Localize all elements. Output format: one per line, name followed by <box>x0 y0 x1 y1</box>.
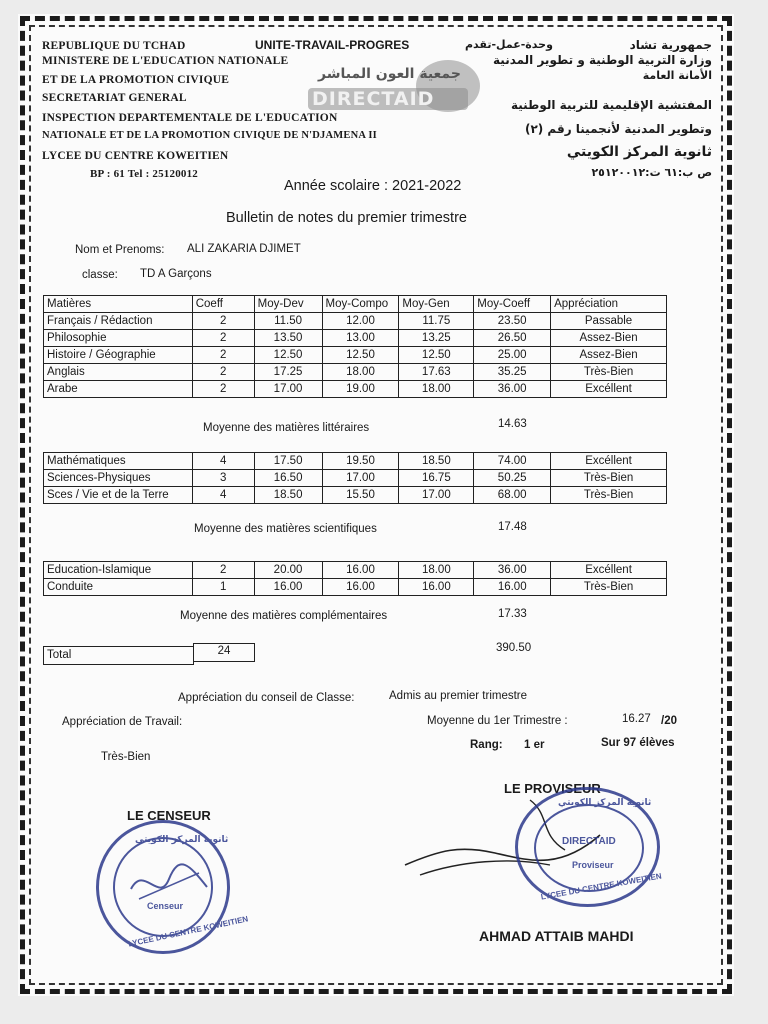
directaid-logo <box>308 58 483 114</box>
table-header-row <box>44 296 667 313</box>
cell-coeff: 2 <box>192 364 254 381</box>
header-ar-republic: جمهورية تشاد <box>629 38 712 52</box>
cell-moy-coeff: 36.00 <box>474 381 551 398</box>
table-row <box>44 579 667 596</box>
cell-moy-dev: 16.50 <box>254 470 322 487</box>
rank-label: Rang: <box>470 739 503 751</box>
col-header-coeff: Coeff <box>192 296 254 313</box>
cell-appreciation: Passable <box>551 313 667 330</box>
cell-moy-compo: 18.00 <box>322 364 399 381</box>
cell-moy-compo: 19.50 <box>322 453 399 470</box>
cell-moy-gen: 17.63 <box>399 364 474 381</box>
total-label-cell <box>43 646 194 665</box>
proviseur-stamp-logo: DIRECTAID <box>562 836 616 847</box>
cell-moy-compo: 12.50 <box>322 347 399 364</box>
council-label: Appréciation du conseil de Classe: <box>178 692 355 704</box>
cell-coeff: 3 <box>192 470 254 487</box>
total-label: Total <box>47 649 72 661</box>
cell-moy-coeff: 50.25 <box>474 470 551 487</box>
censeur-signature-icon <box>129 859 209 907</box>
cell-moy-compo: 13.00 <box>322 330 399 347</box>
scientific-average-value: 17.48 <box>498 521 527 533</box>
proviseur-label: LE PROVISEUR <box>504 781 601 796</box>
cell-moy-compo: 16.00 <box>322 579 399 596</box>
cell-subject: Français / Rédaction <box>44 313 193 330</box>
total-coeff: 24 <box>217 645 231 657</box>
cell-moy-dev: 18.50 <box>254 487 322 504</box>
cell-moy-coeff: 36.00 <box>474 562 551 579</box>
complementary-average-label: Moyenne des matières complémentaires <box>180 610 388 622</box>
col-header-mc: Moy-Coeff <box>474 296 551 313</box>
school-contact-ar: ص ب:٦١ ت:٢٥١٢٠٠١٢ <box>591 166 712 179</box>
student-name: ALI ZAKARIA DJIMET <box>187 243 301 255</box>
header-ar-ministry: وزارة التربية الوطنية و تطوير المدنية <box>493 53 712 67</box>
cell-moy-compo: 17.00 <box>322 470 399 487</box>
trimester-average-scale: /20 <box>661 715 677 727</box>
cell-moy-gen: 18.00 <box>399 562 474 579</box>
cell-coeff: 2 <box>192 313 254 330</box>
cell-moy-gen: 13.25 <box>399 330 474 347</box>
rank-total: Sur 97 élèves <box>601 737 675 749</box>
cell-moy-dev: 17.00 <box>254 381 322 398</box>
cell-appreciation: Excéllent <box>551 562 667 579</box>
literary-average-label: Moyenne des matières littéraires <box>203 422 370 434</box>
cell-moy-gen: 17.00 <box>399 487 474 504</box>
cell-appreciation: Assez-Bien <box>551 347 667 364</box>
cell-appreciation: Très-Bien <box>551 364 667 381</box>
cell-moy-coeff: 16.00 <box>474 579 551 596</box>
cell-subject: Arabe <box>44 381 193 398</box>
cell-appreciation: Très-Bien <box>551 470 667 487</box>
cell-moy-compo: 19.00 <box>322 381 399 398</box>
cell-subject: Conduite <box>44 579 193 596</box>
literary-average-value: 14.63 <box>498 418 527 430</box>
proviseur-stamp-inner-text: Proviseur <box>572 860 614 870</box>
school-name: LYCEE DU CENTRE KOWEITIEN <box>42 150 229 162</box>
proviseur-stamp-ar: ثانوية المركز الكويتي <box>558 798 652 808</box>
cell-appreciation: Très-Bien <box>551 487 667 504</box>
bulletin-title: Bulletin de notes du premier trimestre <box>226 210 467 226</box>
header-ministry-2: ET DE LA PROMOTION CIVIQUE <box>42 74 230 86</box>
cell-coeff: 2 <box>192 330 254 347</box>
cell-coeff: 2 <box>192 381 254 398</box>
header-republic: REPUBLIQUE DU TCHAD <box>42 40 186 52</box>
cell-appreciation: Assez-Bien <box>551 330 667 347</box>
school-year: Année scolaire : 2021-2022 <box>284 178 462 194</box>
motto-ar: وحدة-عمل-تقدم <box>465 38 553 51</box>
cell-coeff: 2 <box>192 562 254 579</box>
cell-moy-compo: 12.00 <box>322 313 399 330</box>
table-row <box>44 330 667 347</box>
col-header-appreciation: Appréciation <box>551 296 667 313</box>
col-header-subject: Matières <box>44 296 193 313</box>
cell-moy-dev: 20.00 <box>254 562 322 579</box>
cell-moy-compo: 16.00 <box>322 562 399 579</box>
trimester-average-label: Moyenne du 1er Trimestre : <box>427 715 568 727</box>
header-ar-secretariat: الأمانة العامة <box>642 69 712 82</box>
student-name-label: Nom et Prenoms: <box>75 244 165 256</box>
cell-appreciation: Excéllent <box>551 453 667 470</box>
inspection-line-1: INSPECTION DEPARTEMENTALE DE L'EDUCATION <box>42 112 338 124</box>
class-label: classe: <box>82 269 118 281</box>
header-secretariat: SECRETARIAT GENERAL <box>42 92 187 104</box>
total-coeff-cell <box>193 643 255 662</box>
cell-moy-coeff: 68.00 <box>474 487 551 504</box>
work-value: Très-Bien <box>101 751 151 763</box>
censeur-label: LE CENSEUR <box>127 808 211 823</box>
motto-fr: UNITE-TRAVAIL-PROGRES <box>255 38 410 52</box>
proviseur-stamp-text: LYCEE DU CENTRE KOWEITIEN <box>540 871 663 902</box>
table-row <box>44 381 667 398</box>
table-row <box>44 470 667 487</box>
complementary-average-value: 17.33 <box>498 608 527 620</box>
class-value: TD A Garçons <box>140 268 212 280</box>
council-value: Admis au premier trimestre <box>389 690 528 702</box>
cell-moy-dev: 12.50 <box>254 347 322 364</box>
col-header-dev: Moy-Dev <box>254 296 322 313</box>
header-ministry: MINISTERE DE L'EDUCATION NATIONALE <box>42 55 289 67</box>
table-row <box>44 313 667 330</box>
censeur-stamp <box>96 820 249 954</box>
cell-moy-coeff: 35.25 <box>474 364 551 381</box>
cell-appreciation: Excéllent <box>551 381 667 398</box>
cell-subject: Sciences-Physiques <box>44 470 193 487</box>
cell-appreciation: Très-Bien <box>551 579 667 596</box>
total-points: 390.50 <box>496 642 532 654</box>
cell-moy-gen: 12.50 <box>399 347 474 364</box>
cell-moy-gen: 18.50 <box>399 453 474 470</box>
cell-moy-gen: 11.75 <box>399 313 474 330</box>
cell-moy-gen: 16.75 <box>399 470 474 487</box>
proviseur-name: AHMAD ATTAIB MAHDI <box>479 928 634 944</box>
cell-moy-coeff: 74.00 <box>474 453 551 470</box>
col-header-gen: Moy-Gen <box>399 296 474 313</box>
cell-coeff: 1 <box>192 579 254 596</box>
cell-moy-coeff: 25.00 <box>474 347 551 364</box>
school-name-ar: ثانوية المركز الكويتي <box>566 144 712 160</box>
logo-text: DIRECTAID <box>312 88 435 110</box>
table-row <box>44 453 667 470</box>
cell-moy-dev: 16.00 <box>254 579 322 596</box>
cell-moy-dev: 11.50 <box>254 313 322 330</box>
rank-value: 1 er <box>524 739 545 751</box>
grades-table-scientific <box>43 452 667 504</box>
col-header-compo: Moy-Compo <box>322 296 399 313</box>
work-label: Appréciation de Travail: <box>62 716 183 728</box>
table-row <box>44 562 667 579</box>
cell-subject: Anglais <box>44 364 193 381</box>
censeur-stamp-inner-text: Censeur <box>147 901 184 911</box>
censeur-stamp-ar: ثانوية المركز الكويتي <box>135 835 229 845</box>
cell-moy-coeff: 23.50 <box>474 313 551 330</box>
cell-subject: Mathématiques <box>44 453 193 470</box>
grades-table-literary <box>43 295 667 398</box>
logo-arabic: جمعية العون المباشر <box>318 66 461 82</box>
cell-moy-gen: 16.00 <box>399 579 474 596</box>
table-row <box>44 364 667 381</box>
school-contact: BP : 61 Tel : 25120012 <box>90 168 198 180</box>
inspection-ar-2: وتطوير المدنية لأنجمينا رقم (٢) <box>524 122 712 136</box>
cell-subject: Histoire / Géographie <box>44 347 193 364</box>
censeur-stamp-text: LYCEE DU CENTRE KOWEITIEN <box>127 914 249 949</box>
proviseur-stamp <box>515 787 663 907</box>
trimester-average-value: 16.27 <box>622 713 651 725</box>
cell-moy-dev: 17.50 <box>254 453 322 470</box>
cell-coeff: 4 <box>192 487 254 504</box>
scientific-average-label: Moyenne des matières scientifiques <box>194 523 377 535</box>
grades-table-complementary <box>43 561 667 596</box>
cell-moy-dev: 13.50 <box>254 330 322 347</box>
cell-subject: Philosophie <box>44 330 193 347</box>
cell-moy-gen: 18.00 <box>399 381 474 398</box>
inspection-line-2: NATIONALE ET DE LA PROMOTION CIVIQUE DE N'DJAMENA II <box>42 130 377 141</box>
table-row <box>44 487 667 504</box>
inspection-ar-1: المفتشية الإقليمية للتربية الوطنية <box>510 98 712 112</box>
table-row <box>44 347 667 364</box>
cell-coeff: 4 <box>192 453 254 470</box>
cell-subject: Sces / Vie et de la Terre <box>44 487 193 504</box>
cell-coeff: 2 <box>192 347 254 364</box>
cell-moy-dev: 17.25 <box>254 364 322 381</box>
cell-moy-compo: 15.50 <box>322 487 399 504</box>
cell-subject: Education-Islamique <box>44 562 193 579</box>
cell-moy-coeff: 26.50 <box>474 330 551 347</box>
